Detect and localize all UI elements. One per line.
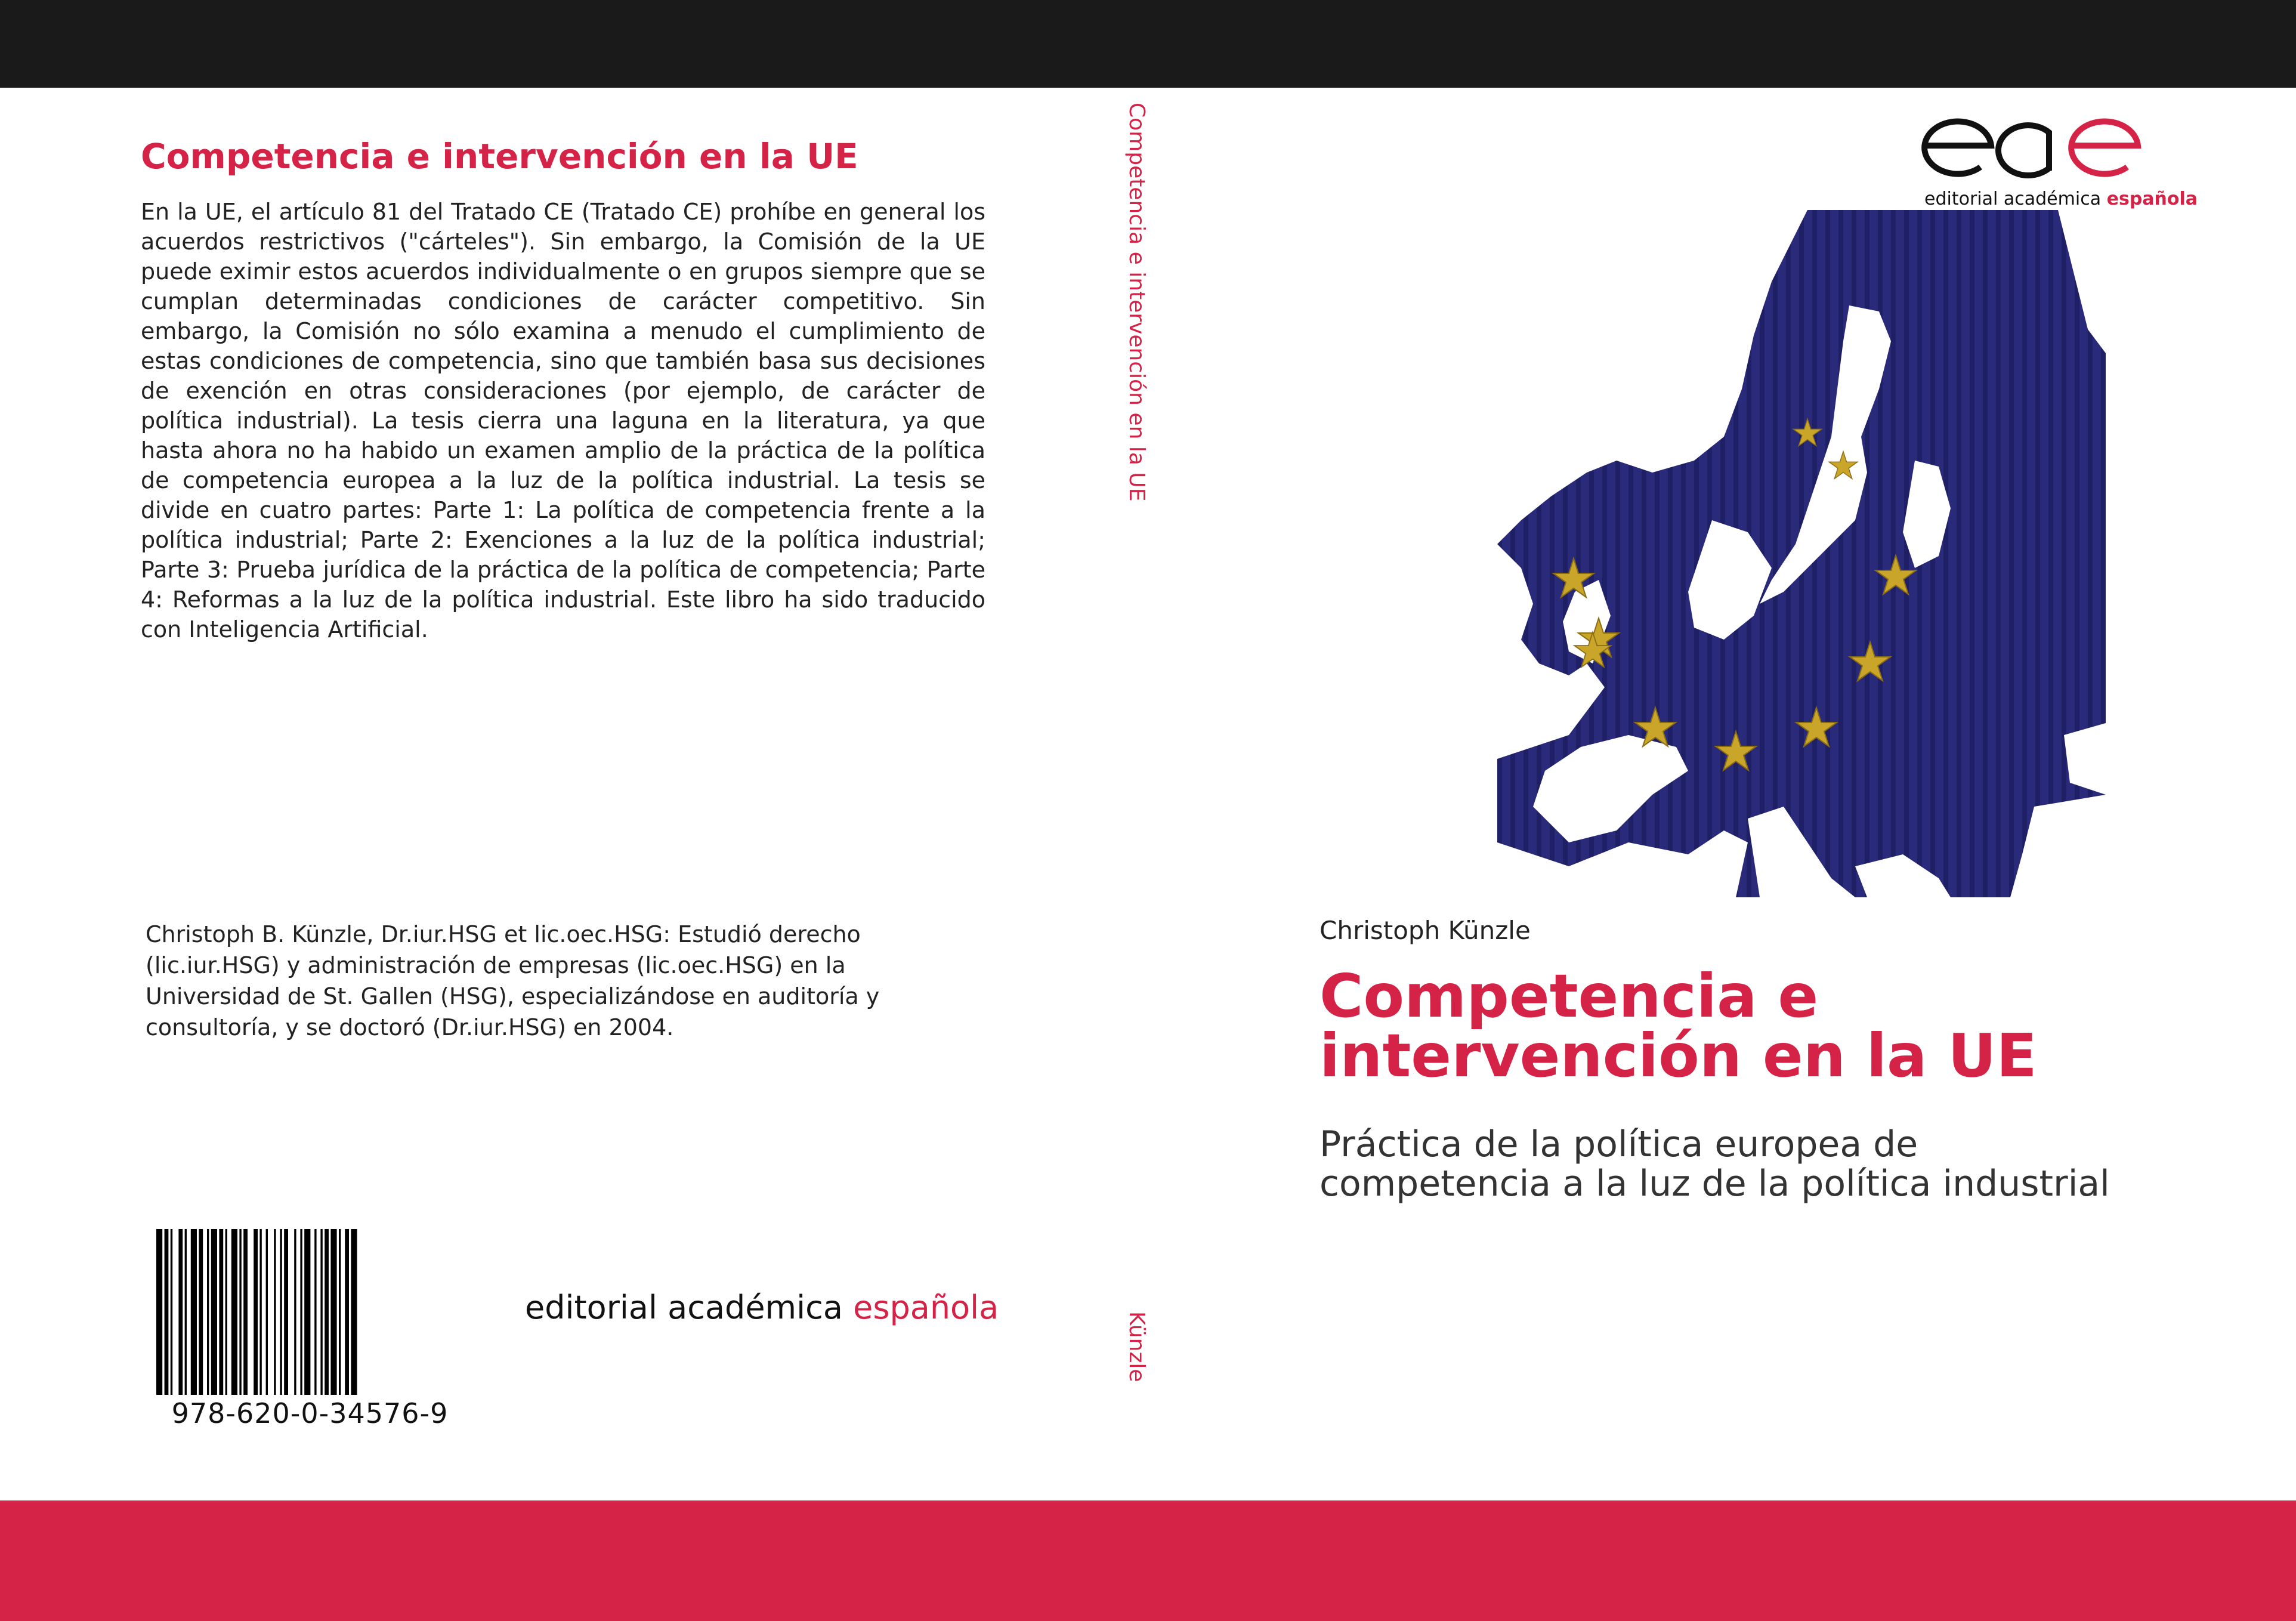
spine-title: Competencia e intervención en la UE bbox=[1124, 103, 1149, 502]
logo-caption: editorial académica española bbox=[1924, 189, 2198, 209]
back-publisher-name: editorial académica española bbox=[525, 1289, 999, 1326]
front-author: Christoph Künzle bbox=[1319, 916, 1531, 945]
bottom-bar bbox=[0, 1500, 2296, 1621]
spine-author: Künzle bbox=[1124, 1311, 1149, 1382]
back-cover-title: Competencia e intervención en la UE bbox=[141, 136, 858, 177]
europe-map-image bbox=[1497, 210, 2106, 897]
front-title: Competencia e intervención en la UE bbox=[1319, 961, 2037, 1091]
isbn-number: 978-620-0-34576-9 bbox=[171, 1397, 449, 1429]
back-cover-description: En la UE, el artículo 81 del Tratado CE (Tratado CE) prohíbe en general los acuerdos restrictivos ("cárteles"). Sin embargo, la Comisión de la UE puede eximir estos acuerdos individualmente o en grupos siempre que se cumplan determinadas condiciones de carácter competitivo. Sin embargo, la Comisión no sólo examina a menudo el cumplimiento de estas condiciones de competencia, sino que también basa sus decisiones de exención en otras consideraciones (por ejemplo, de carácter de política industrial). La tesis cierra una laguna en la literatura, ya que hasta ahora no ha habido un examen amplio de la práctica de la política de competencia europea a la luz de la política industrial. La tesis se divide en cuatro partes: Parte 1: La política de competencia frente a la política industrial; Parte 2: Exenciones a la luz de la política industrial; Parte 3: Prueba jurídica de la práctica de la política de competencia; Parte 4: Reformas a la luz de la política industrial. Este libro ha sido traducido con Inteligencia Artificial. bbox=[141, 199, 985, 643]
author-bio: Christoph B. Künzle, Dr.iur.HSG et lic.oec.HSG: Estudió derecho (lic.iur.HSG) y administración de empresas (lic.oec.HSG) en la Universidad de St. Gallen (HSG), especializándose en auditoría y consultoría, y se doctoró (Dr.iur.HSG) en 2004. bbox=[146, 921, 880, 1040]
barcode bbox=[156, 1229, 463, 1395]
front-subtitle: Práctica de la política europea de competencia a la luz de la política industrial bbox=[1319, 1123, 2110, 1205]
top-bar bbox=[0, 0, 2296, 88]
